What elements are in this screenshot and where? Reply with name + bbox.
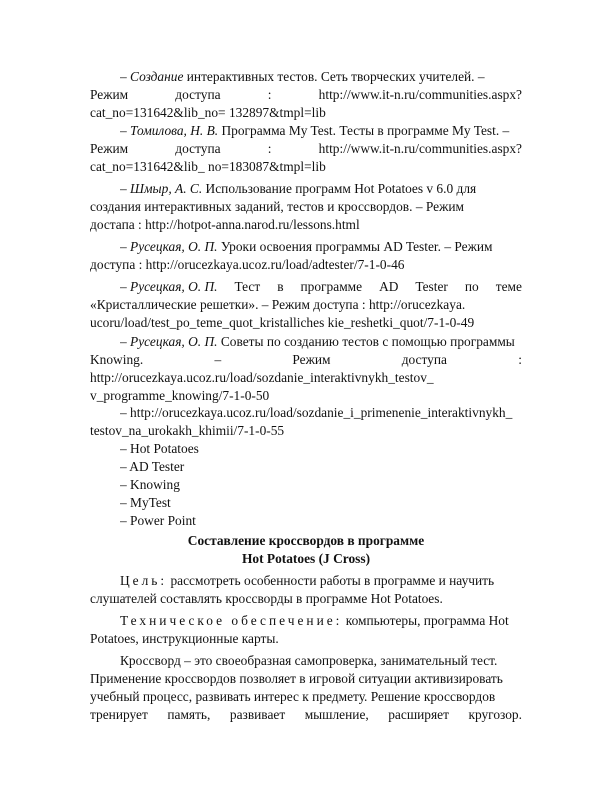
reference-entry-6-line-2: Knowing. – Режим доступа : xyxy=(90,352,522,367)
reference-entry-2-line-1: – Томилова, Н. В. Программа My Test. Тесты в программе My Test. – xyxy=(120,123,510,138)
reference-entry-5-line-1: – Русецкая, О. П. Тест в программе AD Tester по теме xyxy=(120,279,522,294)
crossword-line-4: тренирует память, развивает мышление, расширяет кругозор. xyxy=(90,707,522,722)
reference-link[interactable]: http://www.it-n.ru/communities.aspx? xyxy=(318,87,522,102)
reference-entry-2-line-2: Режим доступа : http://www.it-n.ru/communities.aspx? xyxy=(90,141,522,156)
reference-entry-4-line-2[interactable]: доступа : http://orucezkaya.ucoz.ru/load/adtester/7-1-0-46 xyxy=(90,257,405,272)
reference-entry-6-line-3[interactable]: http://orucezkaya.ucoz.ru/load/sozdanie_interaktivnykh_testov_ xyxy=(90,370,434,385)
list-item: – Power Point xyxy=(120,513,196,528)
reference-link[interactable]: http://www.it-n.ru/communities.aspx? xyxy=(318,141,522,156)
tech-line-1: Техническое обеспечение: компьютеры, программа Hot xyxy=(120,613,509,628)
reference-author: Шмыр, А. С. xyxy=(130,181,203,196)
reference-entry-2-line-3[interactable]: cat_no=131642&lib_ no=183087&tmpl=lib xyxy=(90,159,326,174)
goal-line-1: Цель: рассмотреть особенности работы в программе и научить xyxy=(120,573,495,588)
section-title-line-2: Hot Potatoes (J Cross) xyxy=(241,551,371,566)
list-item: – Hot Potatoes xyxy=(120,441,199,456)
reference-entry-5-line-2: «Кристаллические решетки». – Режим доступа : http://orucezkaya. xyxy=(90,297,466,312)
reference-entry-4-line-1: – Русецкая, О. П. Уроки освоения программы AD Tester. – Режим xyxy=(120,239,493,254)
reference-author: Русецкая, О. П. xyxy=(130,334,218,349)
reference-author: Русецкая, О. П. xyxy=(130,239,218,254)
reference-entry-7-line-2[interactable]: testov_na_urokakh_khimii/7-1-0-55 xyxy=(90,423,285,438)
reference-entry-5-line-3[interactable]: ucoru/load/test_po_teme_quot_kristalliches kie_reshetki_quot/7-1-0-49 xyxy=(90,315,475,330)
list-item: – MyTest xyxy=(120,495,171,510)
reference-entry-3-line-3[interactable]: достапа : http://hotpot-anna.narod.ru/lessons.html xyxy=(90,217,360,232)
crossword-line-2: Применение кроссвордов позволяет в игровой ситуации активизировать xyxy=(90,671,503,686)
reference-entry-6-line-4[interactable]: v_programme_knowing/7-1-0-50 xyxy=(90,388,270,403)
reference-entry-7-line-1[interactable]: – http://orucezkaya.ucoz.ru/load/sozdanie_i_primenenie_interaktivnykh_ xyxy=(120,405,513,420)
reference-author: Русецкая, О. П. xyxy=(130,279,218,294)
reference-entry-3-line-1: – Шмыр, А. С. Использование программ Hot Potatoes v 6.0 для xyxy=(120,181,477,196)
tech-line-2: Potatoes, инструкционные карты. xyxy=(90,631,279,646)
crossword-line-1: Кроссворд – это своеобразная самопроверка, занимательный тест. xyxy=(120,653,498,668)
reference-entry-3-line-2: создания интерактивных заданий, тестов и кроссвордов. – Режим xyxy=(90,199,464,214)
list-item: – Knowing xyxy=(120,477,180,492)
goal-label: Цель: xyxy=(120,573,168,588)
crossword-line-3: учебный процесс, развивать интерес к предмету. Решение кроссвордов xyxy=(90,689,496,704)
reference-entry-1-line-2: Режим доступа : http://www.it-n.ru/communities.aspx? xyxy=(90,87,522,102)
list-item: – AD Tester xyxy=(120,459,185,474)
reference-entry-1-line-1: – Создание интерактивных тестов. Сеть творческих учителей. – xyxy=(120,69,485,84)
section-title-line-1: Составление кроссвордов в программе xyxy=(187,533,425,548)
reference-author: Томилова, Н. В. xyxy=(130,123,219,138)
reference-entry-1-line-3[interactable]: cat_no=131642&lib_no= 132897&tmpl=lib xyxy=(90,105,326,120)
goal-line-2: слушателей составлять кроссворды в программе Hot Potatoes. xyxy=(90,591,443,606)
reference-author: Создание xyxy=(130,69,184,84)
tech-label: Техническое обеспечение: xyxy=(120,613,343,628)
reference-entry-6-line-1: – Русецкая, О. П. Советы по созданию тестов с помощью программы xyxy=(120,334,515,349)
